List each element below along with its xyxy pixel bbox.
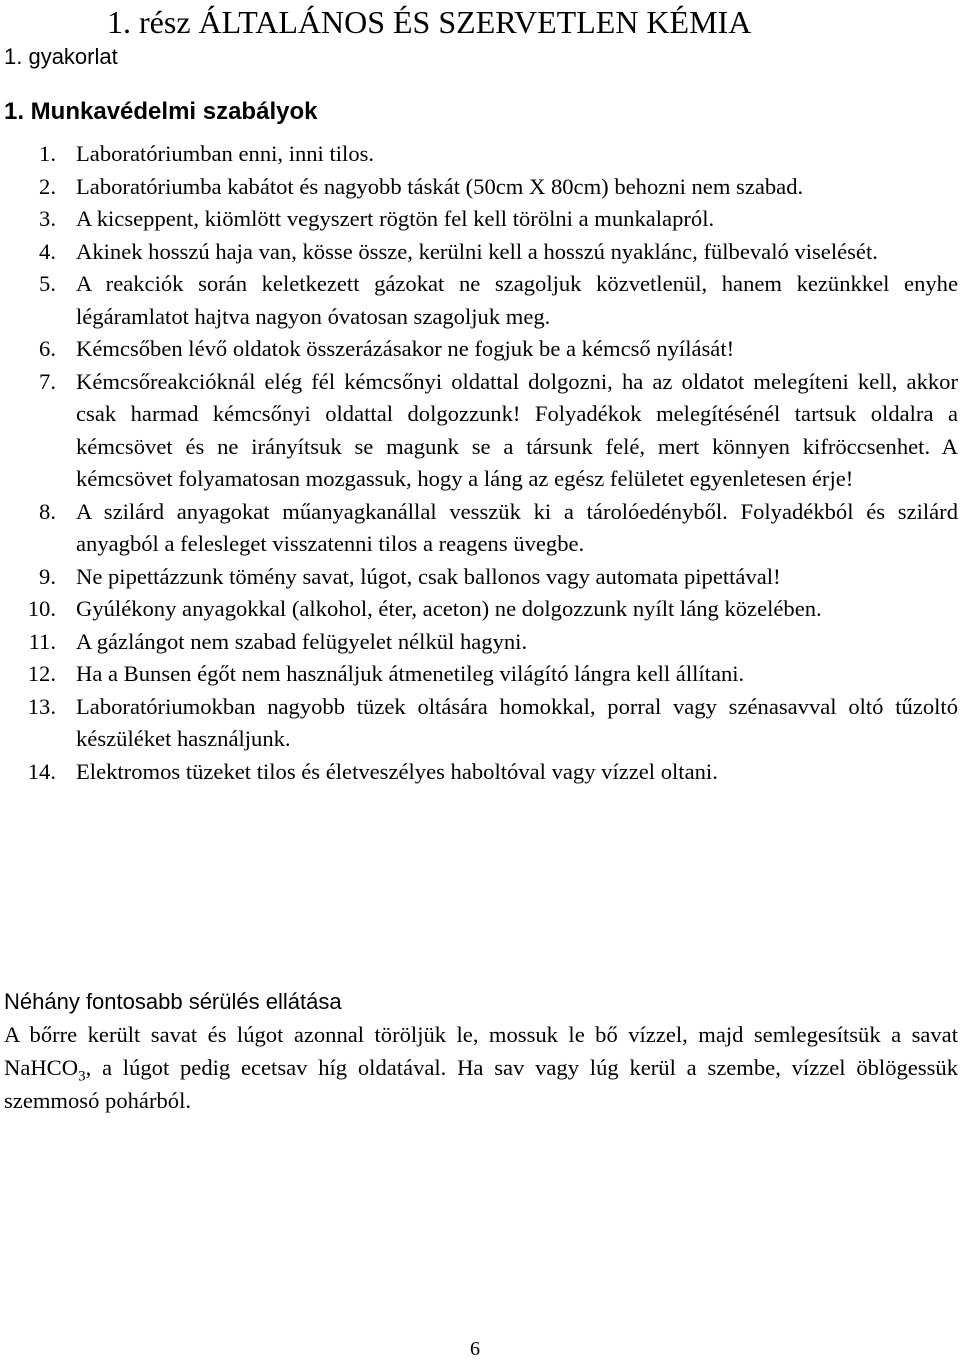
list-item [0, 691, 958, 756]
list-item-text: Gyúlékony anyagokkal (alkohol, éter, aceton) ne dolgozzunk nyílt láng közelében. [76, 596, 822, 621]
list-item [0, 626, 958, 659]
list-item-text: Ne pipettázzunk tömény savat, lúgot, csak ballonos vagy automata pipettával! [76, 563, 781, 589]
list-item-text: Kémcsőben lévő oldatok összerázásakor ne fogjuk be a kémcső nyílását! [76, 336, 735, 361]
part-title: 1. rész ÁLTALÁNOS ÉS SZERVETLEN KÉMIA [107, 4, 752, 40]
list-item [0, 496, 958, 561]
first-aid-heading: Néhány fontosabb sérülés ellátása [4, 989, 342, 1014]
list-item-text: A kicseppent, kiömlött vegyszert rögtön fel kell törölni a munkalapról. [76, 206, 715, 231]
list-item-number: 14. [27, 758, 56, 784]
list-item-number: 3. [39, 206, 56, 231]
list-item-number: 12. [27, 661, 56, 686]
list-item [0, 203, 958, 236]
list-item [0, 593, 958, 626]
list-item-number: 7. [39, 368, 56, 394]
list-item-number: 4. [39, 238, 56, 264]
list-item-number: 1. [39, 141, 56, 166]
list-item [0, 236, 958, 269]
list-item-text: Laboratóriumokban nagyobb tüzek oltására homokkal, porral vagy szénasavval oltó tűzoltó készüléket használjunk. [76, 693, 958, 751]
list-item-number: 10. [27, 596, 56, 621]
first-aid-paragraph [4, 1018, 958, 1117]
list-item-text: Laboratóriumban enni, inni tilos. [76, 141, 375, 166]
first-aid-text-start: A bőrre került savat és lúgot azonnal töröljük le, mossuk le bő vízzel, majd semlegesítsük a savat [4, 1022, 958, 1047]
page-number: 6 [470, 1338, 480, 1360]
list-item-text: A gázlángot nem szabad felügyelet nélkül hagyni. [76, 628, 528, 654]
first-aid-text-end: , a lúgot pedig ecetsav híg oldatával. Ha sav vagy lúg kerül a szembe, vízzel öblögessük szemmosó pohárból. [4, 1055, 958, 1113]
list-item [0, 138, 958, 171]
list-item-text: A szilárd anyagokat műanyagkanállal vesszük ki a tárolóedényből. Folyadékból és szilárd anyagból a felesleget visszatenni tilos a reagens üvegbe. [76, 498, 958, 556]
list-item-text: Elektromos tüzeket tilos és életveszélyes haboltóval vagy vízzel oltani. [76, 758, 718, 784]
formula-subscript: 3 [78, 1068, 86, 1085]
list-item-text: A reakciók során keletkezett gázokat ne szagoljuk közvetlenül, hanem kezünkkel enyhe légáramlatot hajtva nagyon óvatosan szagoljuk meg. [76, 271, 958, 329]
section-heading: 1. Munkavédelmi szabályok [4, 98, 318, 125]
chemical-formula [4, 1055, 86, 1085]
safety-rules-list [0, 138, 958, 788]
list-item-text: Akinek hosszú haja van, kösse össze, kerülni kell a hosszú nyaklánc, fülbevaló viselését. [76, 238, 878, 264]
list-item-number: 13. [27, 693, 56, 719]
list-item-number: 2. [39, 173, 56, 199]
practice-label: 1. gyakorlat [4, 44, 118, 69]
list-item-number: 9. [39, 563, 56, 589]
list-item-number: 5. [39, 271, 56, 296]
list-item [0, 268, 958, 333]
list-item-number: 11. [28, 628, 56, 654]
list-item-text: Laboratóriumba kabátot és nagyobb táskát (50cm X 80cm) behozni nem szabad. [76, 173, 804, 199]
list-item [0, 756, 958, 789]
list-item [0, 561, 958, 594]
list-item-text: Ha a Bunsen égőt nem használjuk átmenetileg világító lángra kell állítani. [76, 661, 745, 686]
list-item [0, 658, 958, 691]
list-item-number: 8. [39, 498, 56, 524]
formula-main: NaHCO [4, 1055, 79, 1080]
list-item-text: Kémcsőreakcióknál elég fél kémcsőnyi oldattal dolgozni, ha az oldatot melegíteni kell, akkor csak harmad kémcsőnyi oldattal dolgozzunk! Folyadékok melegítésénél tartsuk oldalra a kémcsövet és ne irányítsuk se magunk se a társunk felé, mert könnyen kifröccsenhet. A kémcsövet folyamatosan mozgassuk, hogy a láng az egész felületet egyenletesen érje! [76, 368, 958, 491]
list-item-number: 6. [39, 336, 56, 361]
list-item [0, 171, 958, 204]
list-item [0, 333, 958, 366]
list-item [0, 366, 958, 496]
